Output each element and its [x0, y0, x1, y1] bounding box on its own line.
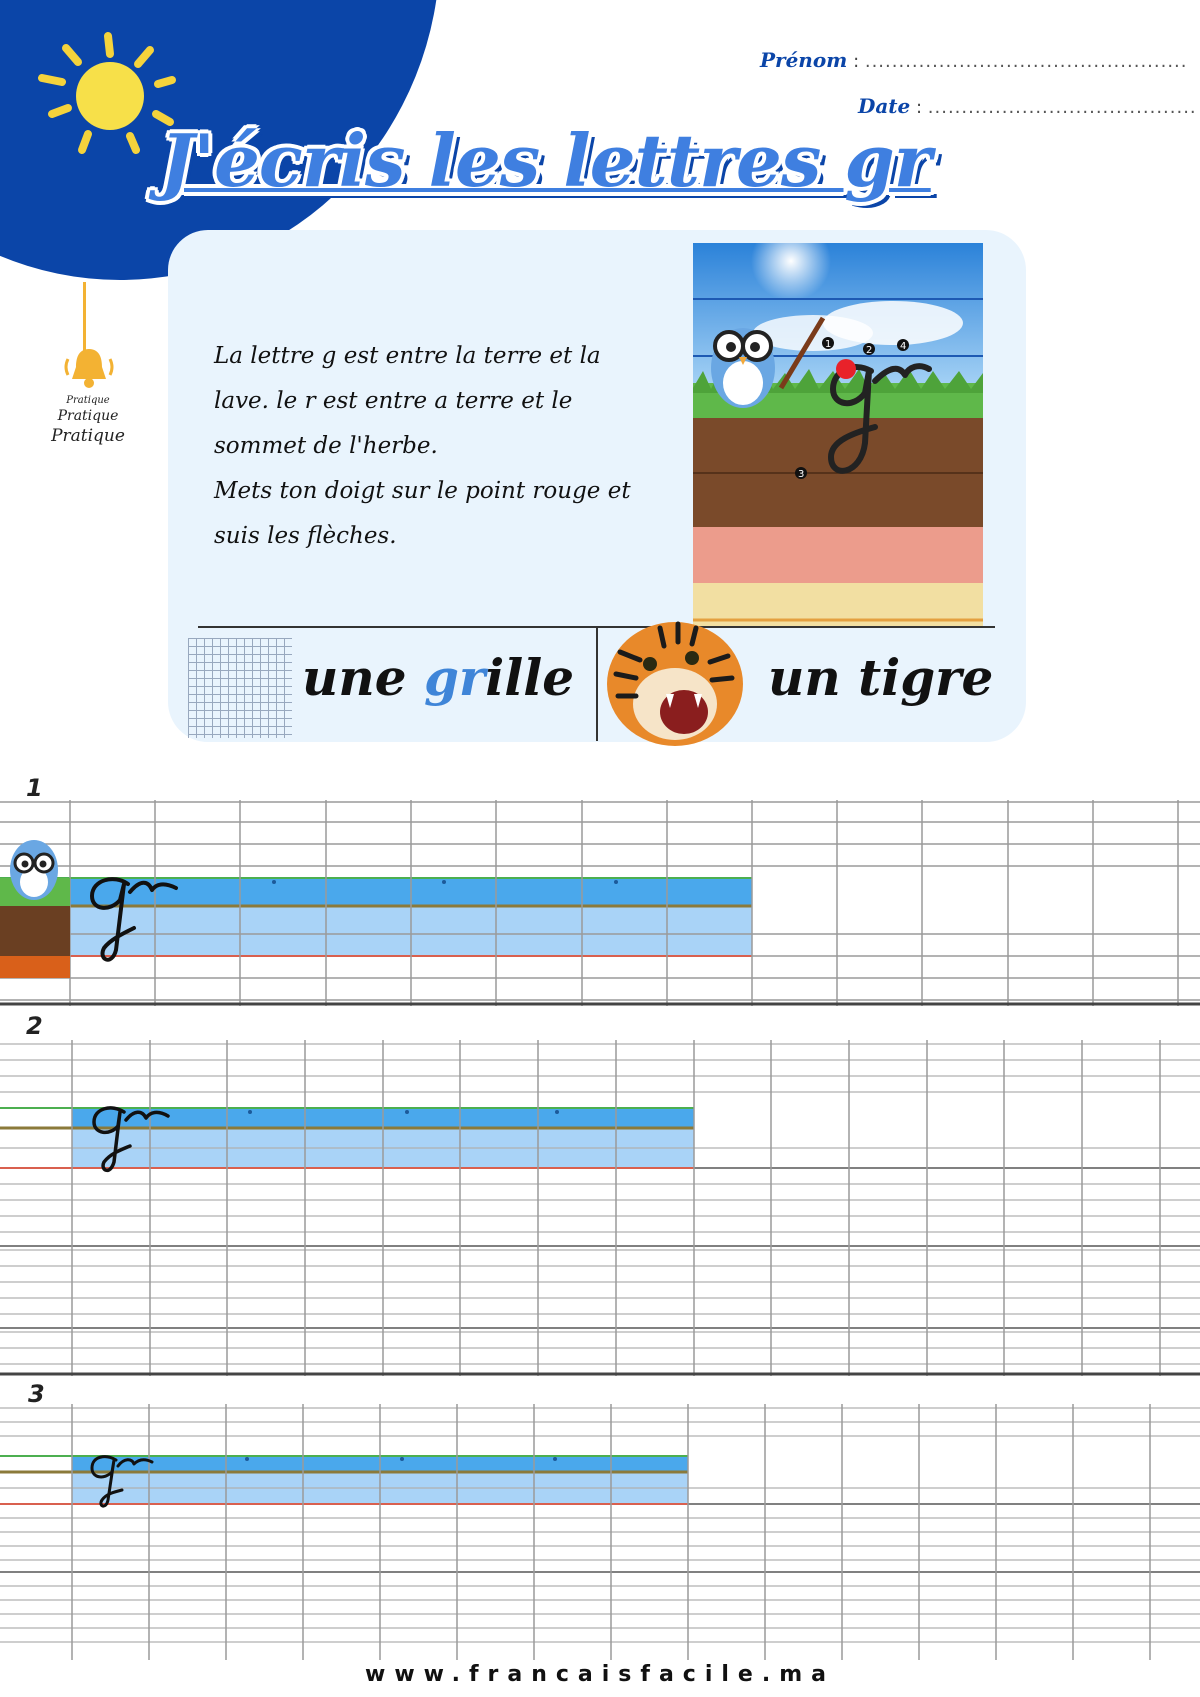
pratique-label-small: Pratique — [66, 395, 110, 406]
demo-step-2: 2 — [866, 345, 873, 356]
date-input-line[interactable]: ........................................ — [927, 97, 1197, 118]
exercise-number: 1 — [26, 774, 43, 802]
practice-grid-2[interactable] — [0, 1040, 1200, 1376]
instruction-line: La lettre g est entre la terre et la — [214, 343, 601, 369]
instruction-line: Mets ton doigt sur le point rouge et — [214, 478, 631, 504]
demo-step-3: 3 — [798, 469, 805, 480]
prenom-label: Prénom — [760, 48, 848, 72]
page-title: J'écris les lettres gr — [160, 118, 931, 203]
prenom-input-line[interactable]: ................................................ — [864, 51, 1188, 72]
prenom-field — [760, 48, 1188, 72]
tiger-icon — [600, 612, 750, 750]
practice-grid-1[interactable] — [0, 800, 1200, 1006]
demo-step-4: 4 — [900, 341, 907, 352]
exercise-number: 3 — [28, 1380, 45, 1408]
prenom-separator: : — [847, 51, 865, 72]
date-field — [858, 94, 1197, 118]
demo-step-1: 1 — [825, 339, 832, 350]
practice-grid-3[interactable] — [0, 1404, 1200, 1660]
card-divider-vertical — [596, 627, 598, 741]
instructions-text — [214, 334, 684, 559]
bell-icon — [64, 345, 114, 390]
bell-string — [83, 282, 86, 352]
date-label: Date — [858, 94, 911, 118]
sun-icon — [38, 28, 178, 158]
footer-url[interactable]: www.francaisfacile.ma — [365, 1662, 835, 1687]
word-grille: une grille — [302, 648, 575, 707]
instruction-line: sommet de l'herbe. — [214, 433, 438, 459]
instruction-line: suis les flèches. — [214, 523, 397, 549]
date-separator: : — [910, 97, 928, 118]
letter-demo-image — [693, 243, 983, 627]
exercise-number: 2 — [26, 1012, 43, 1040]
word-tigre: un tigre — [768, 648, 994, 707]
pratique-label-large: Pratique — [51, 426, 125, 446]
owl-icon — [0, 840, 70, 978]
pratique-label-medium: Pratique — [57, 408, 119, 424]
instruction-line: lave. le r est entre a terre et le — [214, 388, 573, 414]
grid-icon — [188, 638, 292, 738]
highlight-gr: gr — [423, 648, 486, 707]
